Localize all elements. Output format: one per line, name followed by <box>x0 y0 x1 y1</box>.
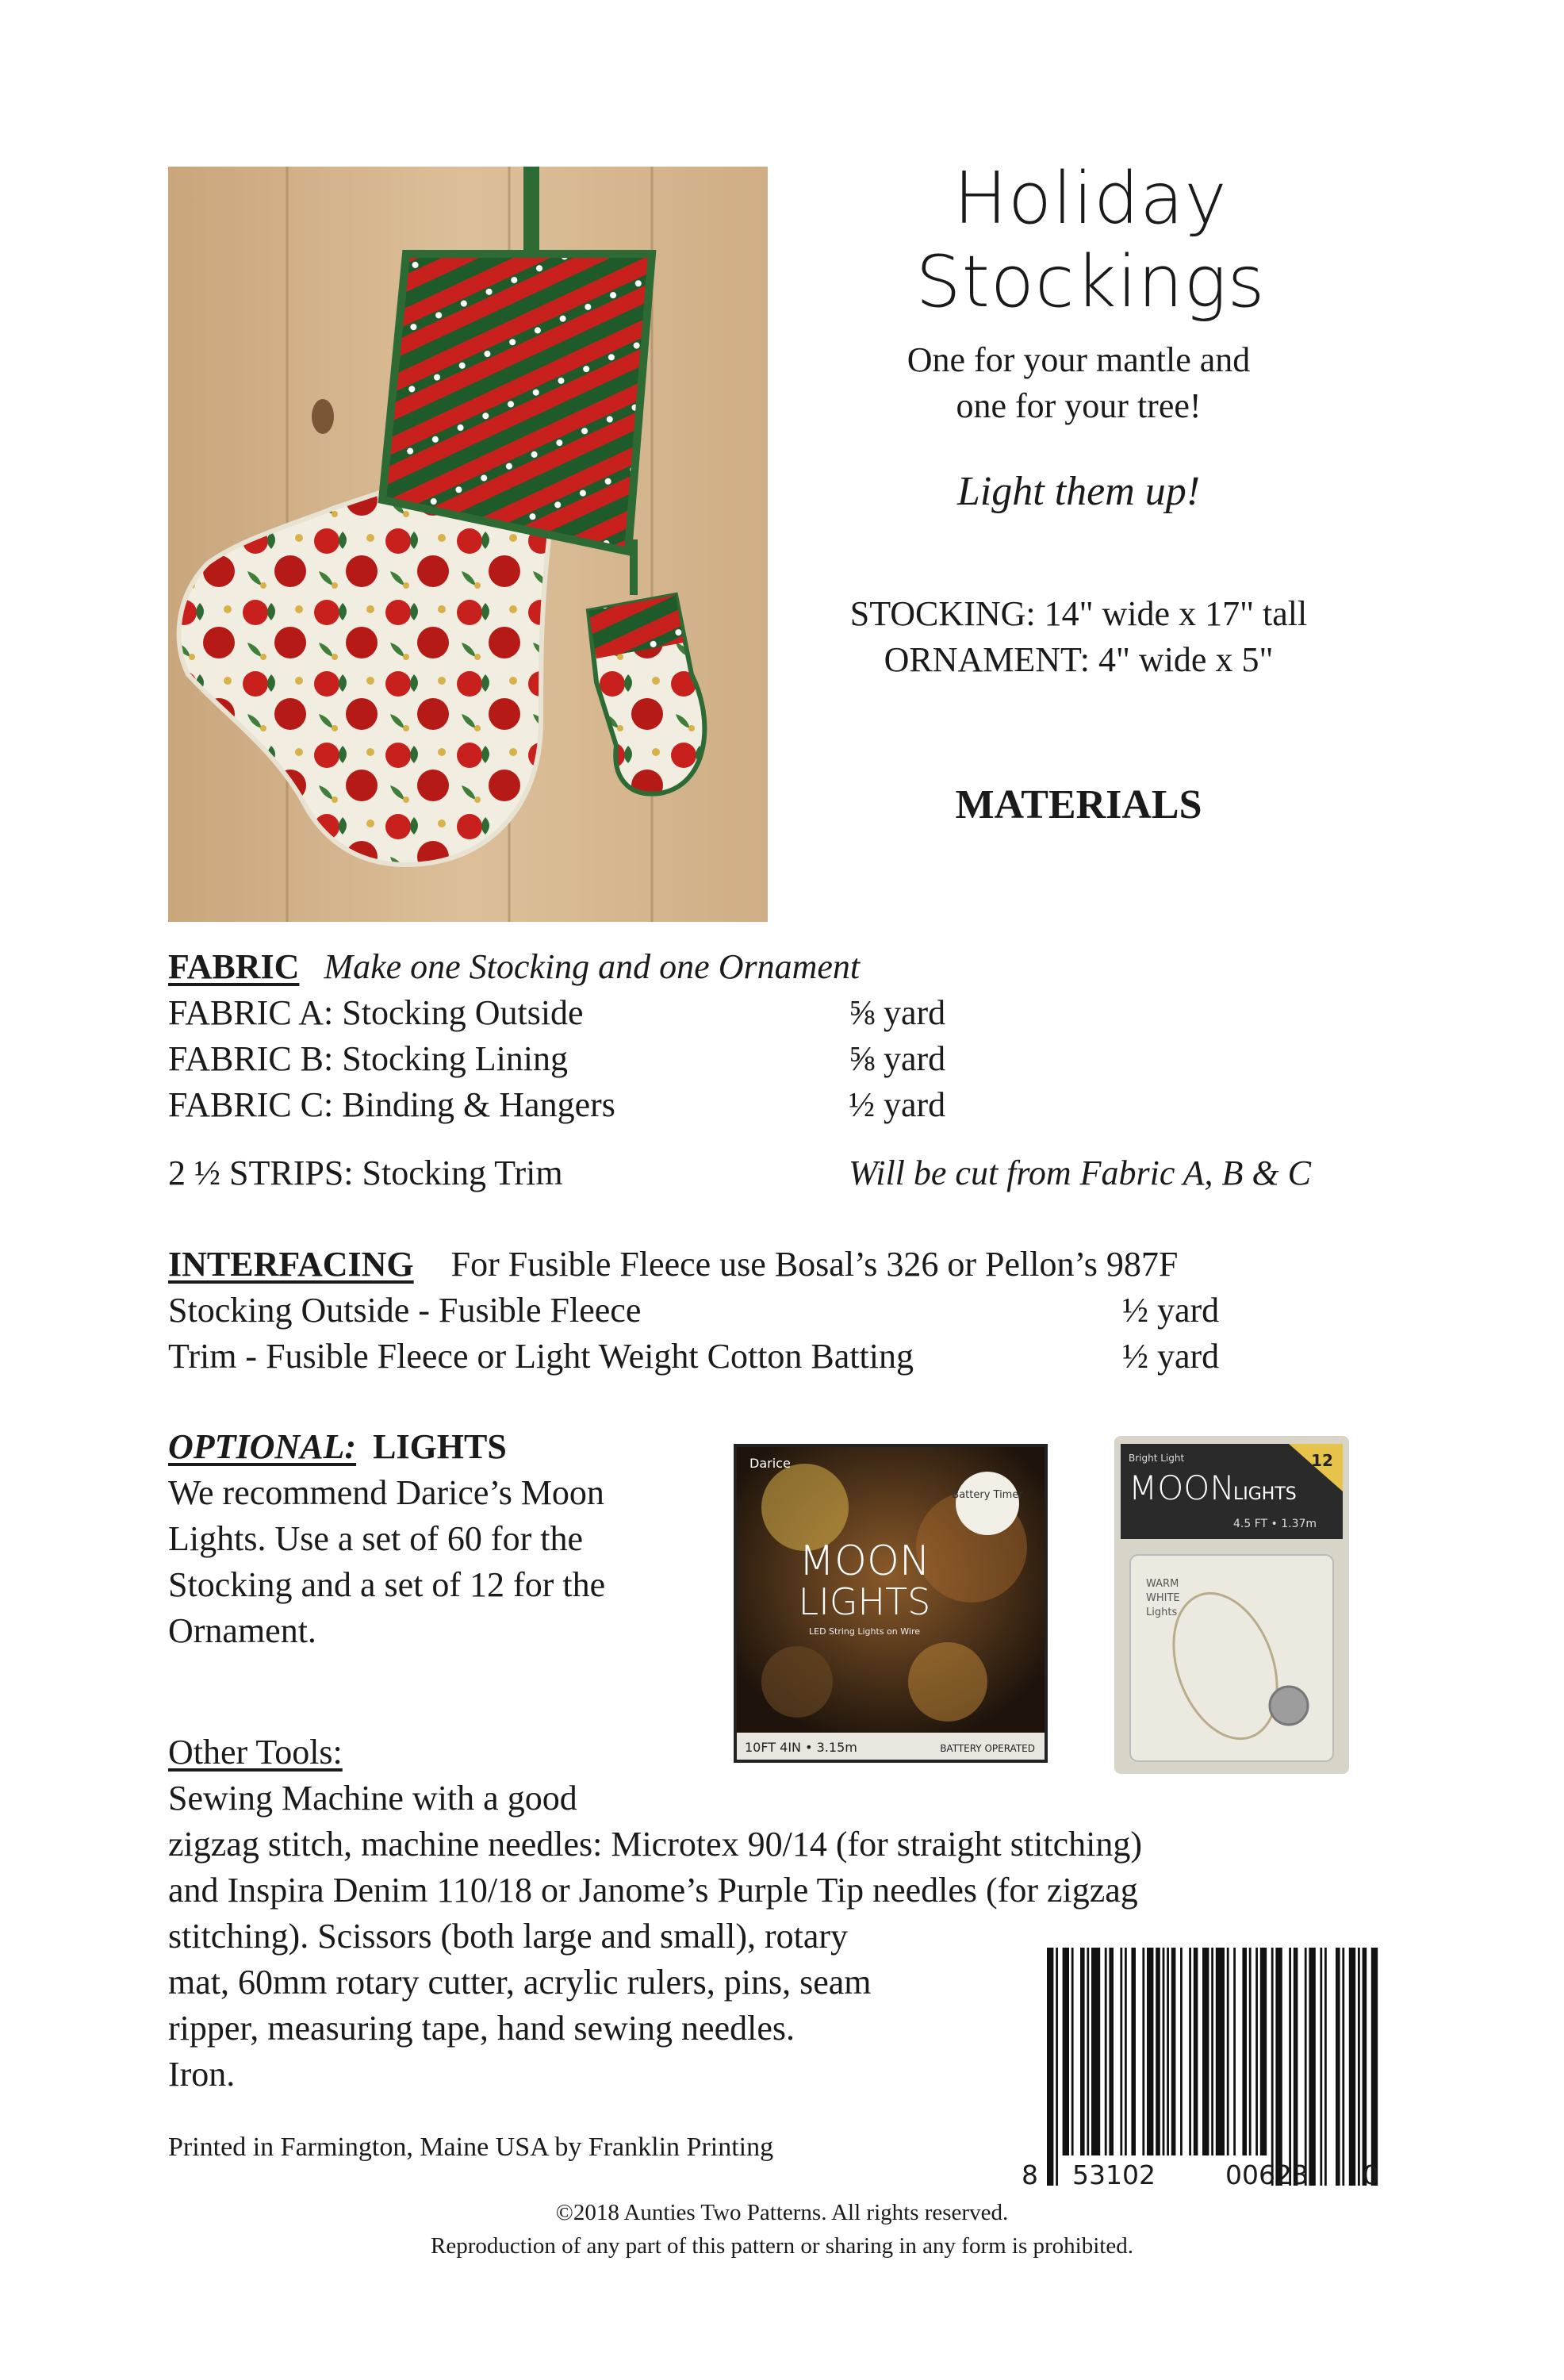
barcode-bar <box>1194 1948 1198 2155</box>
box1-badge: Battery Timer <box>952 1489 1023 1501</box>
tools-line-7: Iron. <box>168 2055 236 2094</box>
box1-battery: BATTERY OPERATED <box>940 1743 1035 1754</box>
lights-line-3: Stocking and a set of 12 for the <box>168 1565 606 1604</box>
moon-lights-box-photo <box>734 1444 1048 1763</box>
box1-length: 10FT 4IN • 3.15m <box>745 1740 857 1755</box>
stocking-photo <box>168 167 768 922</box>
interfacing-2-label: Trim - Fusible Fleece or Light Weight Cotton Batting <box>168 1337 914 1376</box>
tools-line-6: ripper, measuring tape, hand sewing needles. <box>168 2009 795 2048</box>
barcode-bar <box>1227 1948 1229 2155</box>
barcode-bar <box>1131 1948 1136 2155</box>
tools-line-3: and Inspira Denim 110/18 or Janome’s Purple Tip needles (for zigzag <box>168 1871 1138 1910</box>
pkg-white-1: WARM <box>1146 1578 1179 1590</box>
barcode-bar <box>1233 1948 1236 2155</box>
fabric-c-qty: ½ yard <box>849 1085 946 1124</box>
ornament-size: ORNAMENT: 4" wide x 5" <box>884 640 1274 679</box>
barcode-digit-group-1: 53102 <box>1072 2159 1156 2190</box>
interfacing-heading-row <box>168 1242 1178 1288</box>
barcode-bar <box>1324 1948 1327 2186</box>
barcode-bar <box>1336 1948 1340 2186</box>
copyright <box>0 2196 1564 2263</box>
pkg-white-3: Lights <box>1146 1606 1178 1618</box>
interfacing-2-qty: ½ yard <box>1122 1337 1220 1376</box>
barcode-bar <box>1063 1948 1069 2155</box>
upc-barcode <box>1047 1948 1380 2186</box>
barcode-bar <box>1294 1948 1298 2186</box>
barcode-bar <box>1260 1948 1267 2155</box>
page-title: Holiday Stockings <box>915 157 1266 324</box>
pkg-white-2: WHITE <box>1146 1592 1180 1604</box>
materials-heading: MATERIALS <box>955 782 1202 827</box>
box1-fine: LED String Lights on Wire <box>809 1626 920 1637</box>
barcode-bar <box>1271 1948 1274 2186</box>
barcode-bar <box>1349 1948 1355 2186</box>
barcode-bar <box>1142 1948 1144 2155</box>
pkg-name-a: MOON <box>1129 1468 1235 1507</box>
box1-name-2: LIGHTS <box>798 1580 931 1623</box>
barcode-bar <box>1091 1948 1100 2155</box>
interfacing-1-label: Stocking Outside - Fusible Fleece <box>168 1291 642 1330</box>
stocking-size: STOCKING: 14" wide x 17" tall <box>849 594 1308 633</box>
lights-heading-row <box>168 1424 507 1470</box>
strips-label: 2 ½ STRIPS: Stocking Trim <box>168 1154 563 1192</box>
lights-heading: LIGHTS <box>373 1427 507 1466</box>
barcode-bar <box>1255 1948 1258 2155</box>
barcode-bar <box>1358 1948 1360 2186</box>
barcode-bar <box>1211 1948 1213 2155</box>
tools-heading: Other Tools: <box>168 1733 343 1772</box>
fabric-heading-row <box>168 944 860 990</box>
barcode-bar <box>1320 1948 1322 2186</box>
barcode-bar <box>1087 1948 1089 2155</box>
barcode-bar <box>1080 1948 1085 2155</box>
barcode-bar <box>1163 1948 1165 2155</box>
barcode-bar <box>1147 1948 1153 2155</box>
barcode-bar <box>1171 1948 1176 2155</box>
barcode-bar <box>1216 1948 1225 2155</box>
barcode-digit-group-2: 00623 <box>1225 2159 1309 2190</box>
fabric-b-label: FABRIC B: Stocking Lining <box>168 1039 569 1078</box>
barcode-bar <box>1309 1948 1315 2186</box>
tools-line-5: mat, 60mm rotary cutter, acrylic rulers, pins, seam <box>168 1963 872 2002</box>
pkg-count: 12 <box>1311 1451 1333 1470</box>
barcode-bar <box>1189 1948 1191 2155</box>
barcode-bar <box>1167 1948 1169 2155</box>
barcode-bar <box>1125 1948 1127 2155</box>
barcode-bar <box>1363 1948 1367 2186</box>
barcode-bar <box>1105 1948 1107 2155</box>
barcode-bar <box>1120 1948 1122 2155</box>
barcode-bar <box>1305 1948 1307 2186</box>
fabric-a-label: FABRIC A: Stocking Outside <box>168 993 584 1032</box>
interfacing-note: For Fusible Fleece use Bosal’s 326 or Pellon’s 987F <box>450 1245 1179 1284</box>
pkg-length: 4.5 FT • 1.37m <box>1233 1518 1317 1530</box>
tools-line-2: zigzag stitch, machine needles: Microtex 90/14 (for straight stitching) <box>168 1825 1142 1864</box>
barcode-bar <box>1071 1948 1074 2155</box>
tagline-line-1: One for your mantle and <box>907 340 1251 379</box>
tagline-line-2: one for your tree! <box>956 386 1202 425</box>
fabric-a-qty: ⅝ yard <box>849 993 946 1032</box>
pkg-name-b: LIGHTS <box>1233 1484 1297 1504</box>
barcode-bar <box>1056 1948 1058 2186</box>
copyright-line-1: ©2018 Aunties Two Patterns. All rights reserved. <box>555 2200 1009 2225</box>
lights-line-2: Lights. Use a set of 60 for the <box>168 1519 583 1558</box>
barcode-bar <box>1242 1948 1247 2155</box>
lights-line-4: Ornament. <box>168 1611 316 1650</box>
tools-line-1: Sewing Machine with a good <box>168 1779 577 1818</box>
barcode-bar <box>1047 1948 1053 2186</box>
moon-lights-package-photo <box>1114 1436 1349 1774</box>
tools-line-4: stitching). Scissors (both large and small), rotary <box>168 1917 849 1956</box>
box1-brand: Darice <box>749 1456 791 1471</box>
barcode-digit-4: 0 <box>1363 2159 1379 2190</box>
box1-name-1: MOON <box>799 1537 930 1585</box>
pkg-brand: Bright Light <box>1129 1453 1185 1464</box>
fabric-b-qty: ⅝ yard <box>849 1039 946 1078</box>
fabric-note: Make one Stocking and one Ornament <box>324 947 861 986</box>
fabric-c-label: FABRIC C: Binding & Hangers <box>168 1085 615 1124</box>
barcode-bar <box>1342 1948 1344 2186</box>
lights-line-1: We recommend Darice’s Moon <box>168 1473 604 1512</box>
strips-note: Will be cut from Fabric A, B & C <box>849 1154 1311 1192</box>
light-them-up: Light them up! <box>956 469 1201 514</box>
copyright-line-2: Reproduction of any part of this pattern or sharing in any form is prohibited. <box>431 2233 1133 2259</box>
barcode-digit-1: 8 <box>1022 2159 1038 2190</box>
tagline <box>793 337 1364 429</box>
barcode-bar <box>1371 1948 1378 2186</box>
interfacing-1-qty: ½ yard <box>1122 1291 1220 1330</box>
barcode-bar <box>1289 1948 1291 2186</box>
barcode-bar <box>1109 1948 1114 2155</box>
barcode-bar <box>1202 1948 1209 2155</box>
printed-by: Printed in Farmington, Maine USA by Franklin Printing <box>168 2132 774 2162</box>
optional-label: OPTIONAL: <box>168 1427 357 1466</box>
sizes <box>793 591 1364 683</box>
barcode-bar <box>1156 1948 1160 2155</box>
barcode-bar <box>1180 1948 1183 2155</box>
barcode-bar <box>1249 1948 1252 2155</box>
fabric-heading: FABRIC <box>168 947 300 986</box>
barcode-bar <box>1275 1948 1282 2186</box>
interfacing-heading: INTERFACING <box>168 1245 414 1284</box>
